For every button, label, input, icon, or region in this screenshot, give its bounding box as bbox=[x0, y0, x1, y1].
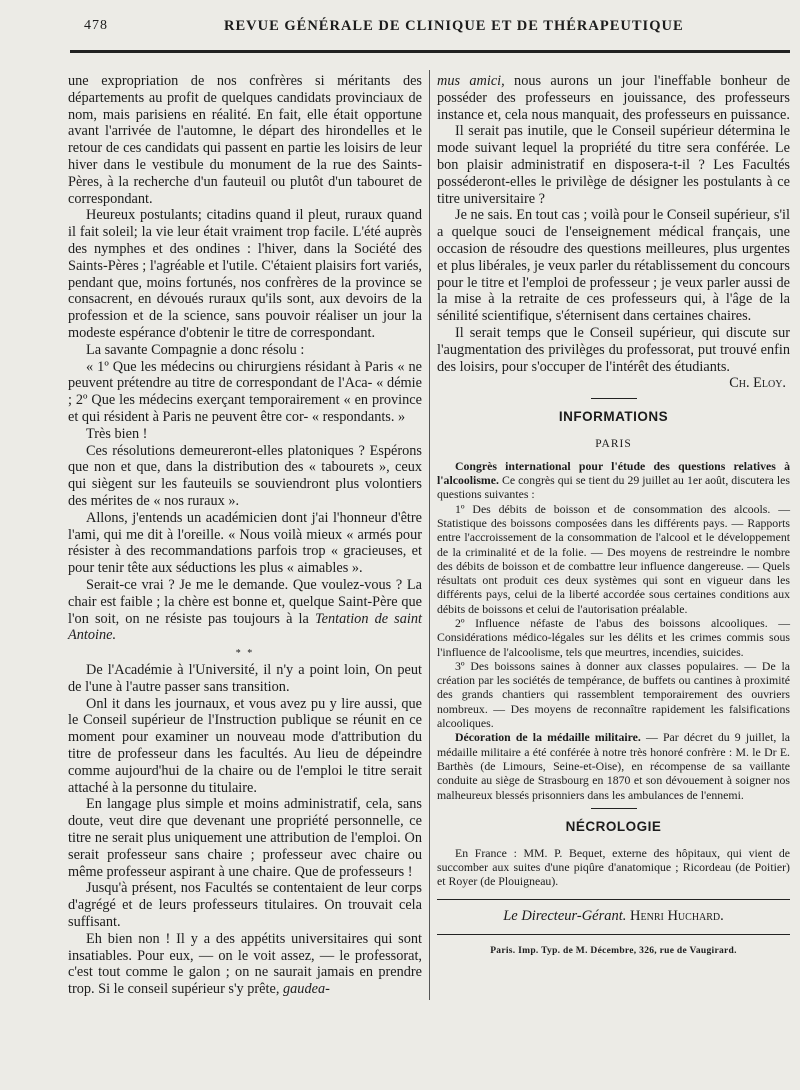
column-divider bbox=[429, 70, 430, 1000]
news-item bbox=[437, 459, 790, 502]
right-column bbox=[437, 73, 790, 960]
printer-imprint: Paris. Imp. Typ. de M. Décembre, 326, rue de Vaugirard. bbox=[490, 946, 737, 957]
paragraph: Je ne sais. En tout cas ; voilà pour le Conseil supérieur, s'il a quelque souci de l'enseignement médical français, une occasion de résoudre des questions meilleures, plus urgentes et plus libérales, je veux parler du rétablissement du concours pour le titre et l'emploi de professeur ; je veux parler aussi de la mise à la retraite de ces professeurs qui, à l'âge de la sénilité scientifique, s'éternisent dans certaines chaires. bbox=[437, 207, 790, 325]
news-text: Ce congrès qui se tient du 29 juillet au 1er août, discutera les questions suivantes : bbox=[437, 473, 790, 502]
paragraph: Il serait temps que le Conseil supérieur, qui discute sur l'augmentation des privilèges du professorat, put trouvé enfin des loisirs, pour s'occuper de l'intérêt des étudiants. bbox=[437, 324, 790, 375]
news-text: — Par décret du 9 juillet, la médaille militaire a été conférée à notre très honoré confrère : M. le Dr E. Barthès (de Limours, Seine-et-Oise), en récompense de sa vaillante conduite au siège de Strasbourg en 1870 et son dévouement à soigner nos malheureux blessés prisonniers dans les ambulances de l'ennemi. bbox=[437, 730, 790, 802]
directeur-gerant bbox=[437, 908, 790, 925]
footer-rule bbox=[437, 899, 790, 900]
paragraph: Heureux postulants; citadins quand il pleut, ruraux quand il fait soleil; la vie leur était vraiment trop facile. L'été auprès des nymphes et des ondines : l'hiver, dans la Société des Saints-Pères ; l'agréable et l'utile. C'étaient plaisirs fort variés, pendant que, moins fortunés, nos confrères de la province se consacrent, en dévoués ruraux qu'ils sont, aux devoirs de la profession et de la science, sans pouvoir réaliser un jour la modeste espérance d'obtenir le titre de correspondant. bbox=[68, 207, 422, 341]
section-separator: * * bbox=[235, 648, 255, 660]
directeur-label: Le Directeur-Gérant. bbox=[503, 907, 627, 924]
page-header bbox=[84, 18, 774, 38]
paragraph-text: Serait-ce vrai ? Je me le demande. Que voulez-vous ? La chair est faible ; la chère est bonne et, quelque Saint-Père que l'on soit, on ne résiste pas toujours à la bbox=[68, 576, 422, 627]
paragraph bbox=[68, 931, 422, 998]
page-number: 478 bbox=[84, 18, 108, 33]
directeur-name: Henri Huchard. bbox=[630, 907, 724, 924]
obituary-text: En France : MM. P. Bequet, externe des hôpitaux, qui vient de succomber aux suites d'une piqûre d'anatomique ; Ricordeau (de Poitier) et Royer (de Plouigneau). bbox=[437, 845, 790, 889]
paris-subheading: PARIS bbox=[595, 437, 632, 450]
question-item: 2º Influence néfaste de l'abus des boissons alcooliques. — Considérations médico-légales sur les délits et les crimes commis sous l'influence de l'alcoolisme, tels que meurtres, incendies, suicides. bbox=[437, 616, 790, 659]
paragraph: La savante Compagnie a donc résolu : bbox=[86, 341, 305, 358]
paragraph: Onl it dans les journaux, et vous avez pu y lire aussi, que le Conseil supérieur de l'Instruction publique se réunit en ce moment pour examiner un nouveau mode d'attribution du titre de professeur dans les facultés. Au lieu de dépeindre comme aujourd'hui de la chaire ou de l'emploi le titre serait attaché à la personne du titulaire. bbox=[68, 695, 422, 796]
question-item: 1º Des débits de boisson et de consommation des alcools. — Statistique des boissons composées dans les différents pays. — Rapports entre l'accroissement de la consommation de l'alcool et le développement de la criminalité et de la folie. — Des moyens de restreindre le nombre des débits de boisson et de combattre leur influence dangereuse. — Quels résultats ont produit ces deux systèmes qui sont en vigueur dans les différents pays, celui de la liberté accordée sous certaines conditions aux débits de boissons et celui de l'autorisation préalable. bbox=[437, 501, 790, 616]
author-signature bbox=[437, 375, 790, 392]
paragraph: Jusqu'à présent, nos Facultés se contentaient de leur corps d'agrégé et de leurs professeurs titulaires. On trouvait cela suffisant. bbox=[68, 880, 422, 931]
informations-heading: INFORMATIONS bbox=[558, 409, 669, 425]
italic-latin: gaudea- bbox=[283, 981, 330, 998]
news-title: Décoration de la médaille militaire. bbox=[455, 730, 641, 745]
paragraph-text: Eh bien non ! Il y a des appétits universitaires qui sont insatiables. Pour eux, — on le voit assez, — le professorat, c'est tout comme le galon ; on ne saurait jamais en prendre trop. Si le conseil supérieur s'y prête, bbox=[68, 930, 422, 998]
short-rule bbox=[591, 398, 637, 399]
italic-latin: mus amici, bbox=[437, 73, 505, 89]
italic-title: Tentation de saint Antoine. bbox=[68, 610, 422, 644]
paragraph bbox=[437, 73, 790, 123]
running-title: REVUE GÉNÉRALE DE CLINIQUE ET DE THÉRAPEUTIQUE bbox=[224, 18, 684, 34]
paragraph: Il serait pas inutile, que le Conseil supérieur détermina le mode suivant lequel la propriété du titre sera conférée. Le bon plaisir administratif en disposera-t-il ? Les Facultés posséderont-elles le privilège de désigner les postulants à ce titre universitaire ? bbox=[437, 123, 790, 207]
necrologie-section bbox=[437, 846, 790, 889]
quoted-resolution: « 1º Que les médecins ou chirurgiens résidant à Paris « ne peuvent prétendre au titre de correspondant de l'Aca- « démie ; 2º Que les médecins exerçant temporairement « en province et qui résident à Paris ne peuvent être cor- « respondants. » bbox=[68, 358, 422, 425]
paragraph: Ces résolutions demeureront-elles platoniques ? Espérons que non et que, dans la distribution des « tabourets », ceux qui siègent sur les fauteuils se souviendront plus volontiers des mérites de « nos ruraux ». bbox=[68, 442, 422, 509]
paragraph: De l'Académie à l'Université, il n'y a point loin, On peut de l'une à l'autre passer sans transition. bbox=[68, 662, 422, 695]
left-column bbox=[68, 73, 422, 998]
short-rule bbox=[591, 808, 637, 809]
news-item bbox=[437, 730, 790, 801]
news-title: Congrès international pour l'étude des questions relatives à l'alcoolisme. bbox=[437, 458, 790, 488]
paragraph-text: nous aurons un jour l'ineffable bonheur de posséder des professeurs en jouissance, des professeurs instance et, cela nous manquait, des professeurs en puissance. bbox=[437, 73, 790, 123]
paragraph: Très bien ! bbox=[86, 425, 148, 442]
paragraph: En langage plus simple et moins administratif, cela, sans doute, veut dire que devenant une propriété personnelle, ce titre ne serait plus uniquement une attribution de l'emploi. On serait professeur sans chaire ; professeur avec chaire ou même professeur aspirant à une chaire. Que de professeurs ! bbox=[68, 796, 422, 880]
question-item: 3º Des boissons saines à donner aux classes populaires. — De la création par les sociétés de tempérance, de buffets ou cantines à proximité des grands chantiers qui rassemblent temporairement des ouvriers nombreux. — Des moyens de reconnaître rapidement les falsifications alcooliques. bbox=[437, 658, 790, 731]
necrologie-heading: NÉCROLOGIE bbox=[565, 818, 662, 834]
paragraph: Allons, j'entends un académicien dont j'ai l'honneur d'être l'ami, qui me dit à l'oreille. « Nous voilà mieux « armés pour résister à des recommandations parfois trop « gracieuses, et pour tenir tête aux séductions les plus « aimables ». bbox=[68, 509, 422, 577]
footer-rule bbox=[437, 934, 790, 935]
informations-section bbox=[437, 459, 790, 802]
paragraph bbox=[68, 577, 422, 644]
paragraph: une expropriation de nos confrères si méritants des départements au profit de quelques candidats provinciaux de nom, mais parisiens en réalité. En fait, elle était opportune avant l'arrivée de l'automne, le départ des hirondelles et le retour de ces candidats qui passent en partie les loisirs de leur hiver dans le vestibule du monument de la rue des Saints-Pères, à la recherche d'un fauteuil ou plutôt d'un tabouret de correspondant. bbox=[68, 73, 422, 207]
header-rule bbox=[70, 50, 790, 53]
signature-name: Ch. Eloy. bbox=[729, 375, 786, 392]
